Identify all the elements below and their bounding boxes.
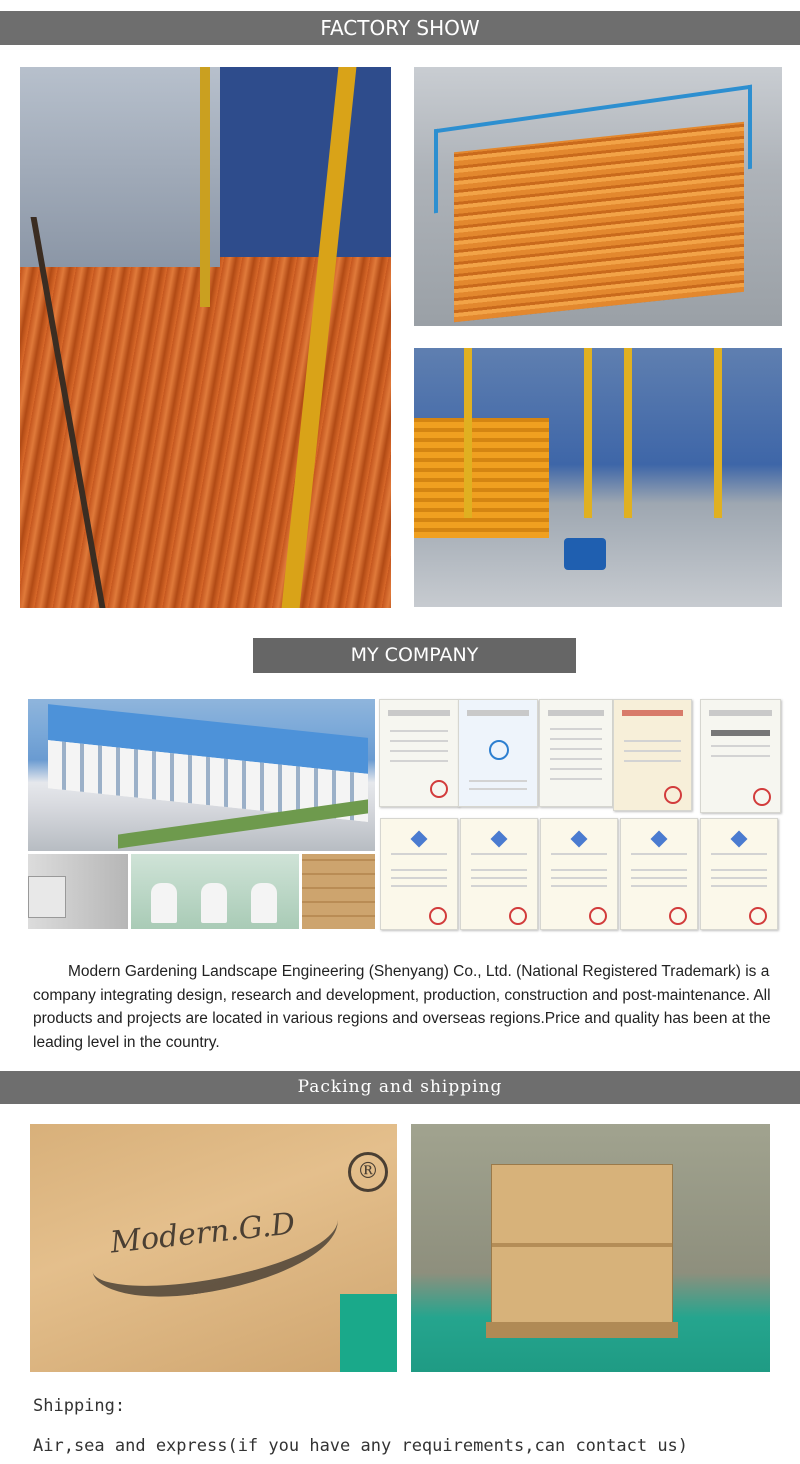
- certificate-trademark: [700, 699, 781, 813]
- certificate-credit-rating: [458, 699, 538, 807]
- certificate-test-report: [379, 699, 459, 807]
- patent-certificate: [620, 818, 698, 930]
- company-workshop-photo: [28, 854, 128, 929]
- patent-certificate: [380, 818, 458, 930]
- patent-certificate: [460, 818, 538, 930]
- company-description: Modern Gardening Landscape Engineering (Shenyang) Co., Ltd. (National Registered Trademark) is a company integrating design, research and development, production, construction and post-maintenance. All products and projects are located in various regions and overseas regions.Price and quality has been at the leading level in the country.: [33, 963, 771, 1051]
- factory-photo-coating-line: [414, 348, 782, 607]
- patent-certificate: [700, 818, 778, 930]
- shipping-label: Shipping:: [33, 1396, 126, 1416]
- shipping-description: Air,sea and express(if you have any requirements,can contact us): [33, 1436, 689, 1456]
- patent-certificate: [540, 818, 618, 930]
- registered-mark: ®: [348, 1152, 388, 1192]
- company-lab-photo: [131, 854, 299, 929]
- carton-brand-logo: Modern.G.D: [108, 1206, 297, 1261]
- certificate-conformity: [539, 699, 613, 807]
- certificate-business-license: [613, 699, 692, 811]
- packing-carton-photo: [30, 1124, 397, 1372]
- factory-photo-profiles-rack: [20, 67, 391, 608]
- packing-shipping-banner: Packing and shipping: [0, 1071, 800, 1104]
- factory-show-banner: FACTORY SHOW: [0, 11, 800, 45]
- my-company-banner: MY COMPANY: [253, 638, 576, 673]
- factory-photo-profile-cart: [414, 67, 782, 326]
- company-warehouse-photo: [302, 854, 375, 929]
- packing-pallet-photo: [411, 1124, 770, 1372]
- company-building-photo: [28, 699, 375, 851]
